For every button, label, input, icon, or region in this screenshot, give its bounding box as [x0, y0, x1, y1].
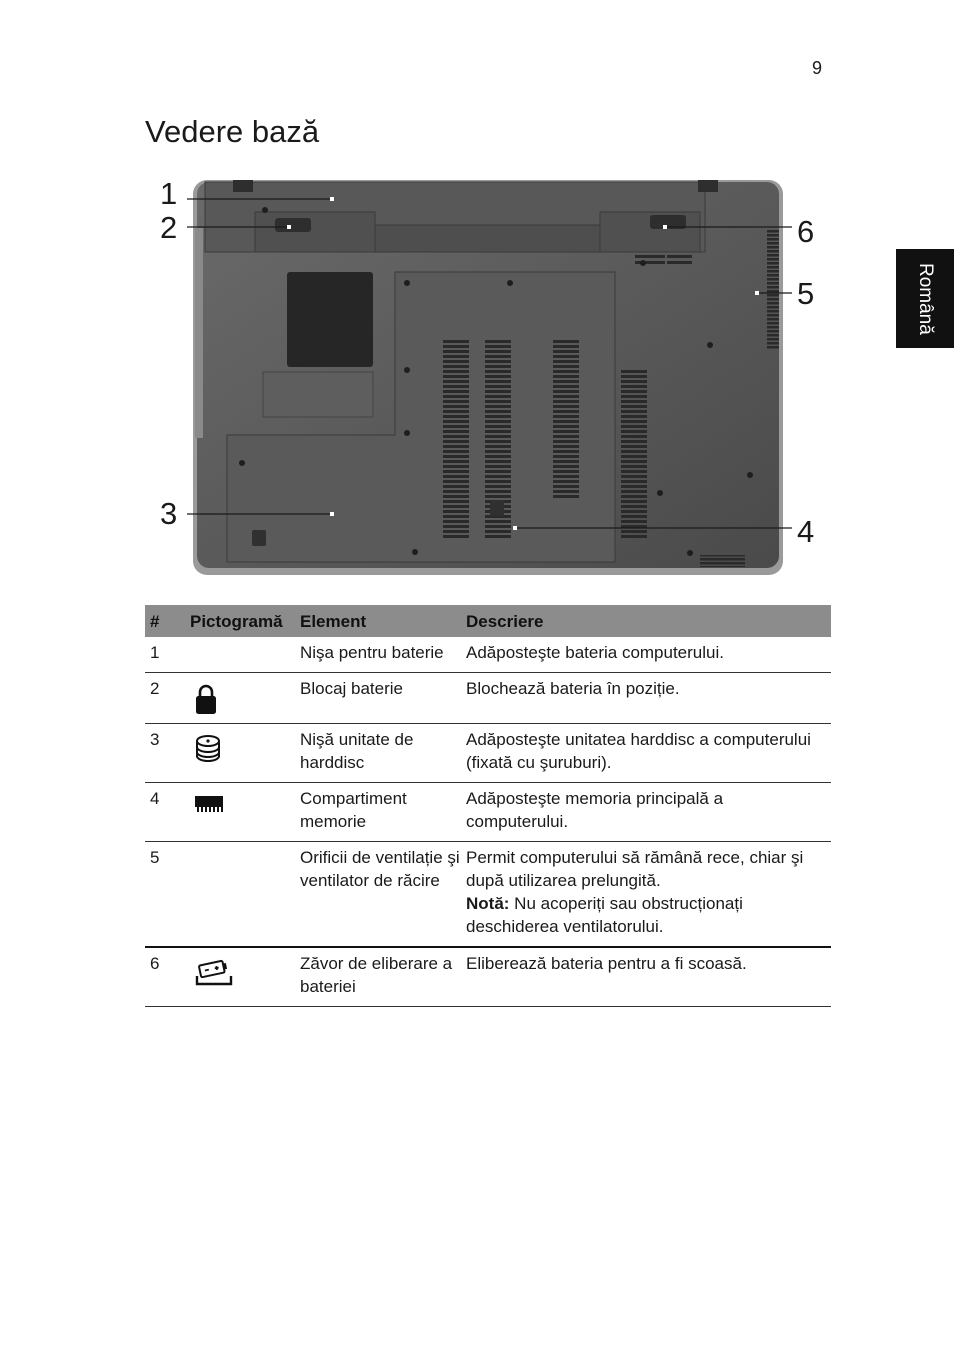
table-row — [145, 947, 831, 1007]
components-table — [145, 605, 831, 1007]
callout-3: 3 — [160, 496, 178, 531]
row-element: Orificii de ventilație şi ventilator de răcire — [297, 842, 463, 948]
row-icon — [187, 637, 297, 673]
note-label: Notă: — [466, 894, 510, 913]
language-tab: Română — [896, 249, 954, 348]
row-description: Adăposteşte bateria computerului. — [463, 637, 831, 673]
callout-6: 6 — [797, 214, 815, 249]
laptop-bottom-figure — [145, 170, 835, 590]
header-element: Element — [297, 605, 463, 637]
row-element: Zăvor de eliberare a bateriei — [297, 947, 463, 1007]
battery-release-icon — [194, 958, 234, 988]
row-description: Adăposteşte unitatea harddisc a computerului (fixată cu şuruburi). — [463, 724, 831, 783]
row-num: 4 — [145, 783, 187, 842]
page-number: 9 — [812, 58, 823, 78]
note-text: Nu acoperiți sau obstrucționați deschiderea ventilatorului. — [466, 894, 743, 936]
memory-icon — [194, 793, 224, 815]
row-num: 6 — [145, 947, 187, 1007]
battery-lock-icon — [194, 683, 218, 715]
row-icon — [187, 947, 297, 1007]
row-num: 5 — [145, 842, 187, 948]
callout-2: 2 — [160, 210, 178, 245]
row-description: Adăposteşte memoria principală a computerului. — [463, 783, 831, 842]
row-description — [463, 842, 831, 948]
row-element: Blocaj baterie — [297, 673, 463, 724]
row-num: 3 — [145, 724, 187, 783]
hard-disk-icon — [194, 734, 222, 764]
row-element: Nişa pentru baterie — [297, 637, 463, 673]
table-header-row — [145, 605, 831, 637]
table-row — [145, 637, 831, 673]
table-row — [145, 673, 831, 724]
row-num: 2 — [145, 673, 187, 724]
row-description: Blochează bateria în poziție. — [463, 673, 831, 724]
row-description-text: Permit computerului să rămână rece, chiar şi după utilizarea prelungită. — [466, 848, 804, 890]
row-icon — [187, 842, 297, 948]
callout-5: 5 — [797, 276, 815, 311]
row-icon — [187, 724, 297, 783]
table-row — [145, 724, 831, 783]
row-icon — [187, 783, 297, 842]
row-icon — [187, 673, 297, 724]
page-title: Vedere bază — [145, 114, 320, 149]
table-row — [145, 842, 831, 948]
laptop-bottom-illustration — [145, 170, 835, 590]
row-num: 1 — [145, 637, 187, 673]
header-num: # — [145, 605, 187, 637]
row-element: Nişă unitate de harddisc — [297, 724, 463, 783]
row-element: Compartiment memorie — [297, 783, 463, 842]
header-icon: Pictogramă — [187, 605, 297, 637]
row-description: Eliberează bateria pentru a fi scoasă. — [463, 947, 831, 1007]
header-description: Descriere — [463, 605, 831, 637]
callout-1: 1 — [160, 176, 178, 211]
table-row — [145, 783, 831, 842]
callout-4: 4 — [797, 514, 815, 549]
